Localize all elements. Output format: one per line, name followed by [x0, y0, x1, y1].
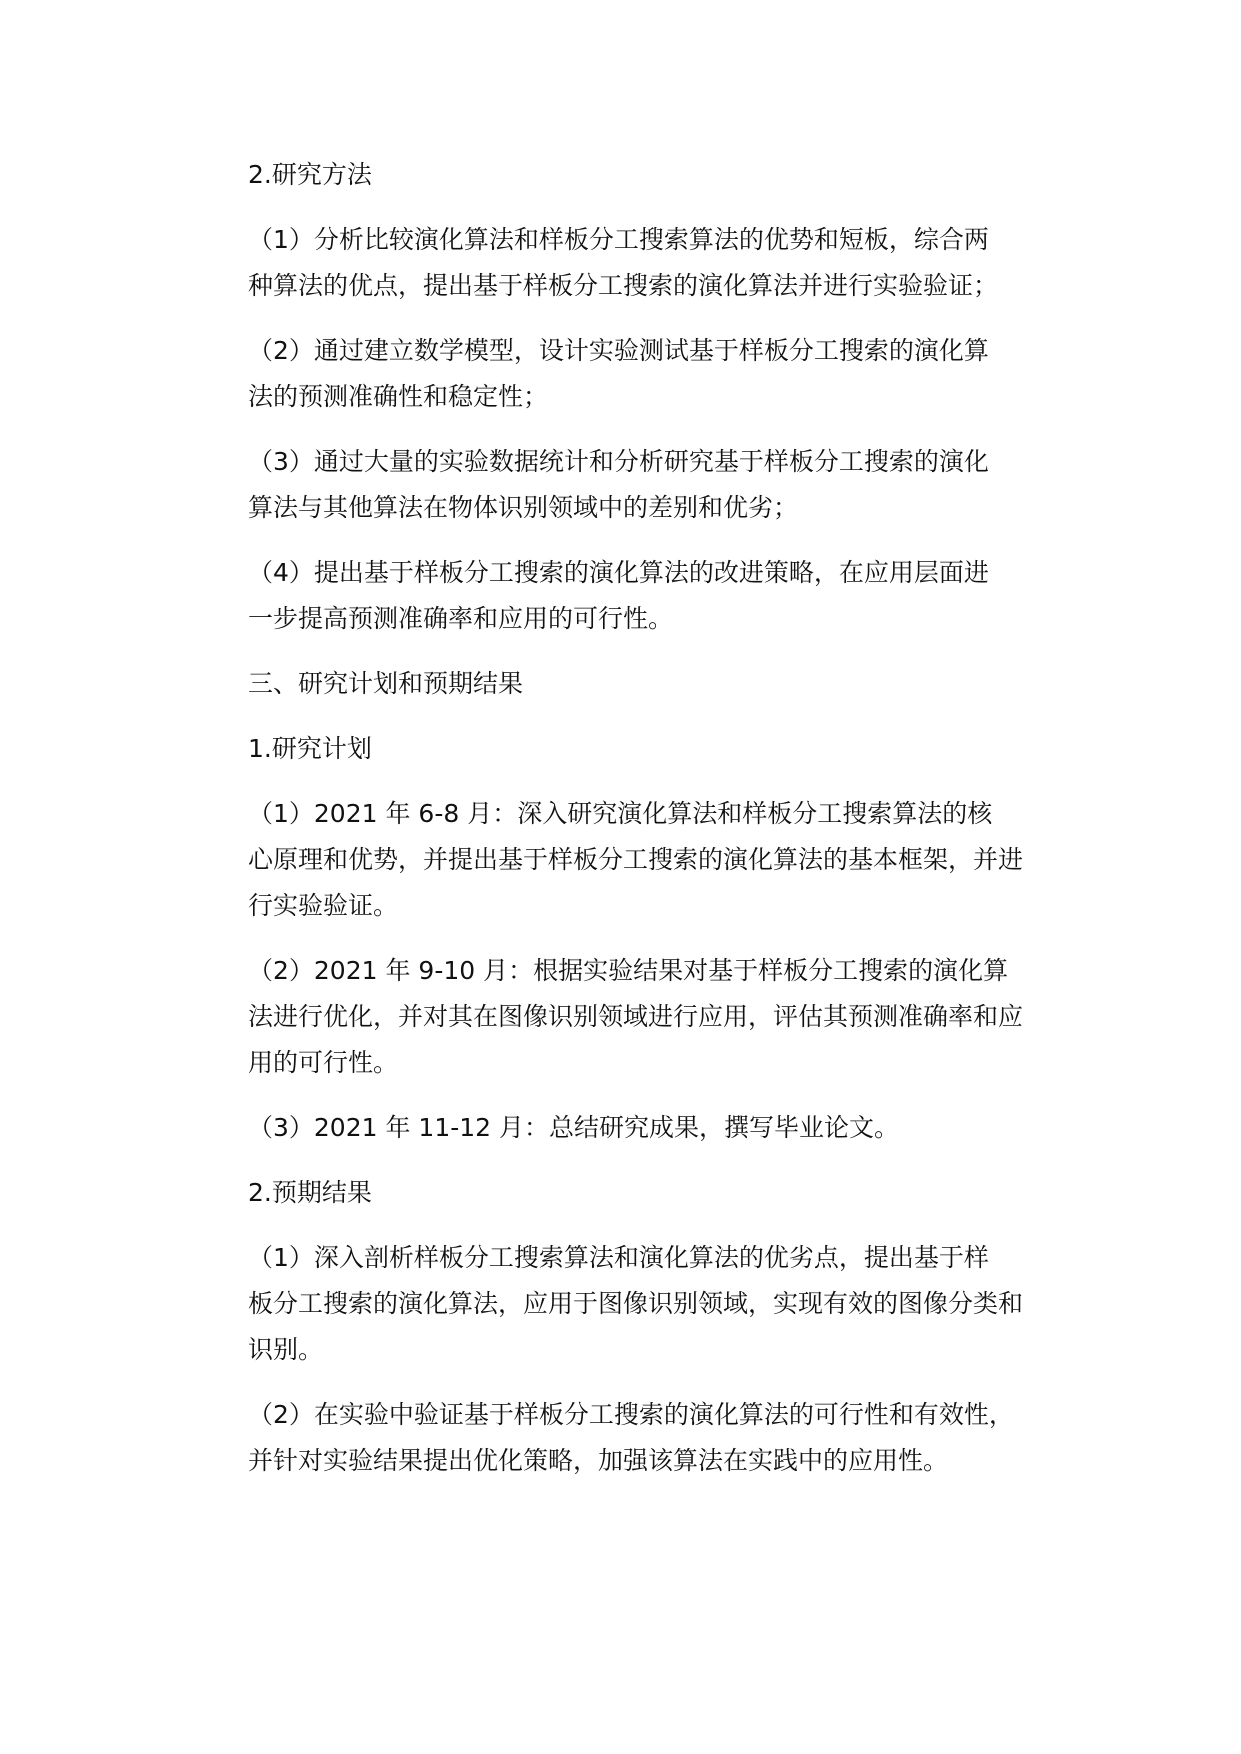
paragraph-method-4 — [188, 550, 1088, 642]
paragraph-result-2 — [188, 1392, 1088, 1484]
text-line: （2）2021 年 9-10 月：根据实验结果对基于样板分工搜索的演化算 — [248, 956, 1009, 985]
text-line: 2.研究方法 — [248, 160, 372, 189]
text-line: 一步提高预测准确率和应用的可行性。 — [248, 604, 674, 633]
text-line: 算法与其他算法在物体识别领域中的差别和优劣； — [248, 493, 799, 522]
text-line: （2）通过建立数学模型，设计实验测试基于样板分工搜索的演化算 — [248, 336, 989, 365]
text-line: 心原理和优势，并提出基于样板分工搜索的演化算法的基本框架，并进 — [248, 845, 1024, 874]
text-line: 行实验验证。 — [248, 891, 399, 920]
text-line: 法的预测准确性和稳定性； — [248, 382, 549, 411]
text-line: 识别。 — [248, 1335, 324, 1364]
paragraph-method-3 — [188, 439, 1088, 531]
text-line: （3）通过大量的实验数据统计和分析研究基于样板分工搜索的演化 — [248, 447, 989, 476]
text-line: 并针对实验结果提出优化策略，加强该算法在实践中的应用性。 — [248, 1446, 949, 1475]
text-line: 用的可行性。 — [248, 1048, 399, 1077]
heading-research-methods — [188, 152, 1088, 198]
text-line: 1.研究计划 — [248, 734, 372, 763]
paragraph-method-1 — [188, 217, 1088, 309]
paragraph-method-2 — [188, 328, 1088, 420]
heading-expected-results — [188, 1170, 1088, 1216]
document-body — [188, 152, 1088, 1503]
paragraph-plan-3 — [188, 1105, 1088, 1151]
paragraph-result-1 — [188, 1235, 1088, 1373]
text-line: （1）分析比较演化算法和样板分工搜索算法的优势和短板，综合两 — [248, 225, 989, 254]
text-line: （1）2021 年 6-8 月：深入研究演化算法和样板分工搜索算法的核 — [248, 799, 993, 828]
text-line: （2）在实验中验证基于样板分工搜索的演化算法的可行性和有效性， — [248, 1400, 1014, 1429]
paragraph-plan-2 — [188, 948, 1088, 1086]
text-line: 2.预期结果 — [248, 1178, 372, 1207]
text-line: 三、研究计划和预期结果 — [248, 669, 524, 698]
paragraph-plan-1 — [188, 791, 1088, 929]
text-line: 法进行优化，并对其在图像识别领域进行应用，评估其预测准确率和应 — [248, 1002, 1024, 1031]
text-line: （4）提出基于样板分工搜索的演化算法的改进策略，在应用层面进 — [248, 558, 989, 587]
heading-section-three — [188, 661, 1088, 707]
text-line: （1）深入剖析样板分工搜索算法和演化算法的优劣点，提出基于样 — [248, 1243, 989, 1272]
text-line: （3）2021 年 11-12 月：总结研究成果，撰写毕业论文。 — [248, 1113, 900, 1142]
heading-research-plan — [188, 726, 1088, 772]
text-line: 板分工搜索的演化算法，应用于图像识别领域，实现有效的图像分类和 — [248, 1289, 1024, 1318]
text-line: 种算法的优点，提出基于样板分工搜索的演化算法并进行实验验证； — [248, 271, 999, 300]
